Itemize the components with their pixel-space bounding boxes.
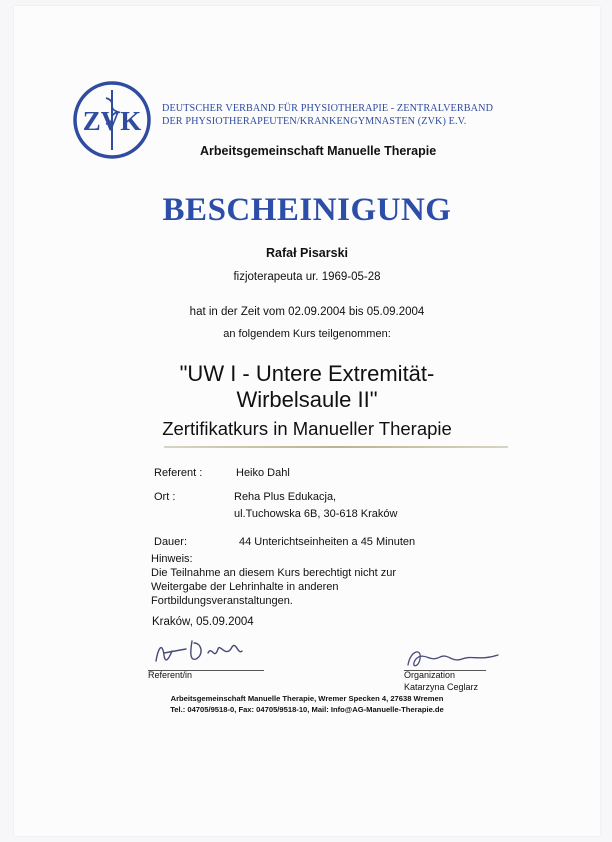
note-line-3: Fortbildungsveranstaltungen. <box>151 595 293 607</box>
zvk-logo <box>72 80 152 160</box>
working-group: Arbeitsgemeinschaft Manuelle Therapie <box>200 144 437 158</box>
certificate-title: BESCHEINIGUNG <box>162 192 452 228</box>
participant-profession: fizjoterapeuta ur. 1969-05-28 <box>233 271 381 283</box>
note-line-2: Weitergabe der Lehrinhalte in anderen <box>151 581 339 593</box>
referent-signature <box>146 631 276 671</box>
referent-value: Heiko Dahl <box>236 467 290 479</box>
organization-header <box>162 102 582 128</box>
note-line-1: Die Teilnahme an diesem Kurs berechtigt nicht zur <box>151 567 396 579</box>
organization-caption: Organization <box>404 670 456 680</box>
course-subtitle: Zertifikatkurs in Manueller Therapie <box>162 418 452 439</box>
location-line-1: Reha Plus Edukacja, <box>234 491 337 503</box>
duration-value: 44 Unterichtseinheiten a 45 Minuten <box>239 536 416 548</box>
course-period: hat in der Zeit vom 02.09.2004 bis 05.09.2004 <box>189 306 425 318</box>
organization-signer: Katarzyna Ceglarz <box>404 682 479 692</box>
participant-name: Rafał Pisarski <box>266 246 348 260</box>
course-title-line-2: Wirbelsaule II" <box>236 387 378 412</box>
place-date: Kraków, 05.09.2004 <box>152 616 254 628</box>
location-line-2: ul.Tuchowska 6B, 30-618 Kraków <box>234 508 398 520</box>
note-label: Hinweis: <box>151 553 193 565</box>
svg-text:ZVK: ZVK <box>82 106 142 136</box>
referent-caption: Referent/in <box>148 670 193 680</box>
divider <box>164 446 508 448</box>
location-label: Ort : <box>154 491 176 503</box>
footer-contact: Tel.: 04705/9518-0, Fax: 04705/9518-10, Mail: Info@AG-Manuelle-Therapie.de <box>170 705 444 714</box>
referent-label: Referent : <box>154 467 203 479</box>
org-line-1: DEUTSCHER VERBAND FÜR PHYSIOTHERAPIE - ZENTRALVERBAND <box>162 103 494 114</box>
duration-label: Dauer: <box>154 536 188 548</box>
note-block <box>151 552 396 608</box>
org-line-2: DER PHYSIOTHERAPEUTEN/KRANKENGYMNASTEN (ZVK) E.V. <box>162 116 467 127</box>
course-title <box>14 361 600 413</box>
participation-text: an folgendem Kurs teilgenommen: <box>223 328 391 340</box>
footer-address: Arbeitsgemeinschaft Manuelle Therapie, Wremer Specken 4, 27638 Wremen <box>170 694 444 703</box>
course-title-line-1: "UW I - Untere Extremität- <box>179 361 435 386</box>
certificate-page <box>14 6 600 836</box>
